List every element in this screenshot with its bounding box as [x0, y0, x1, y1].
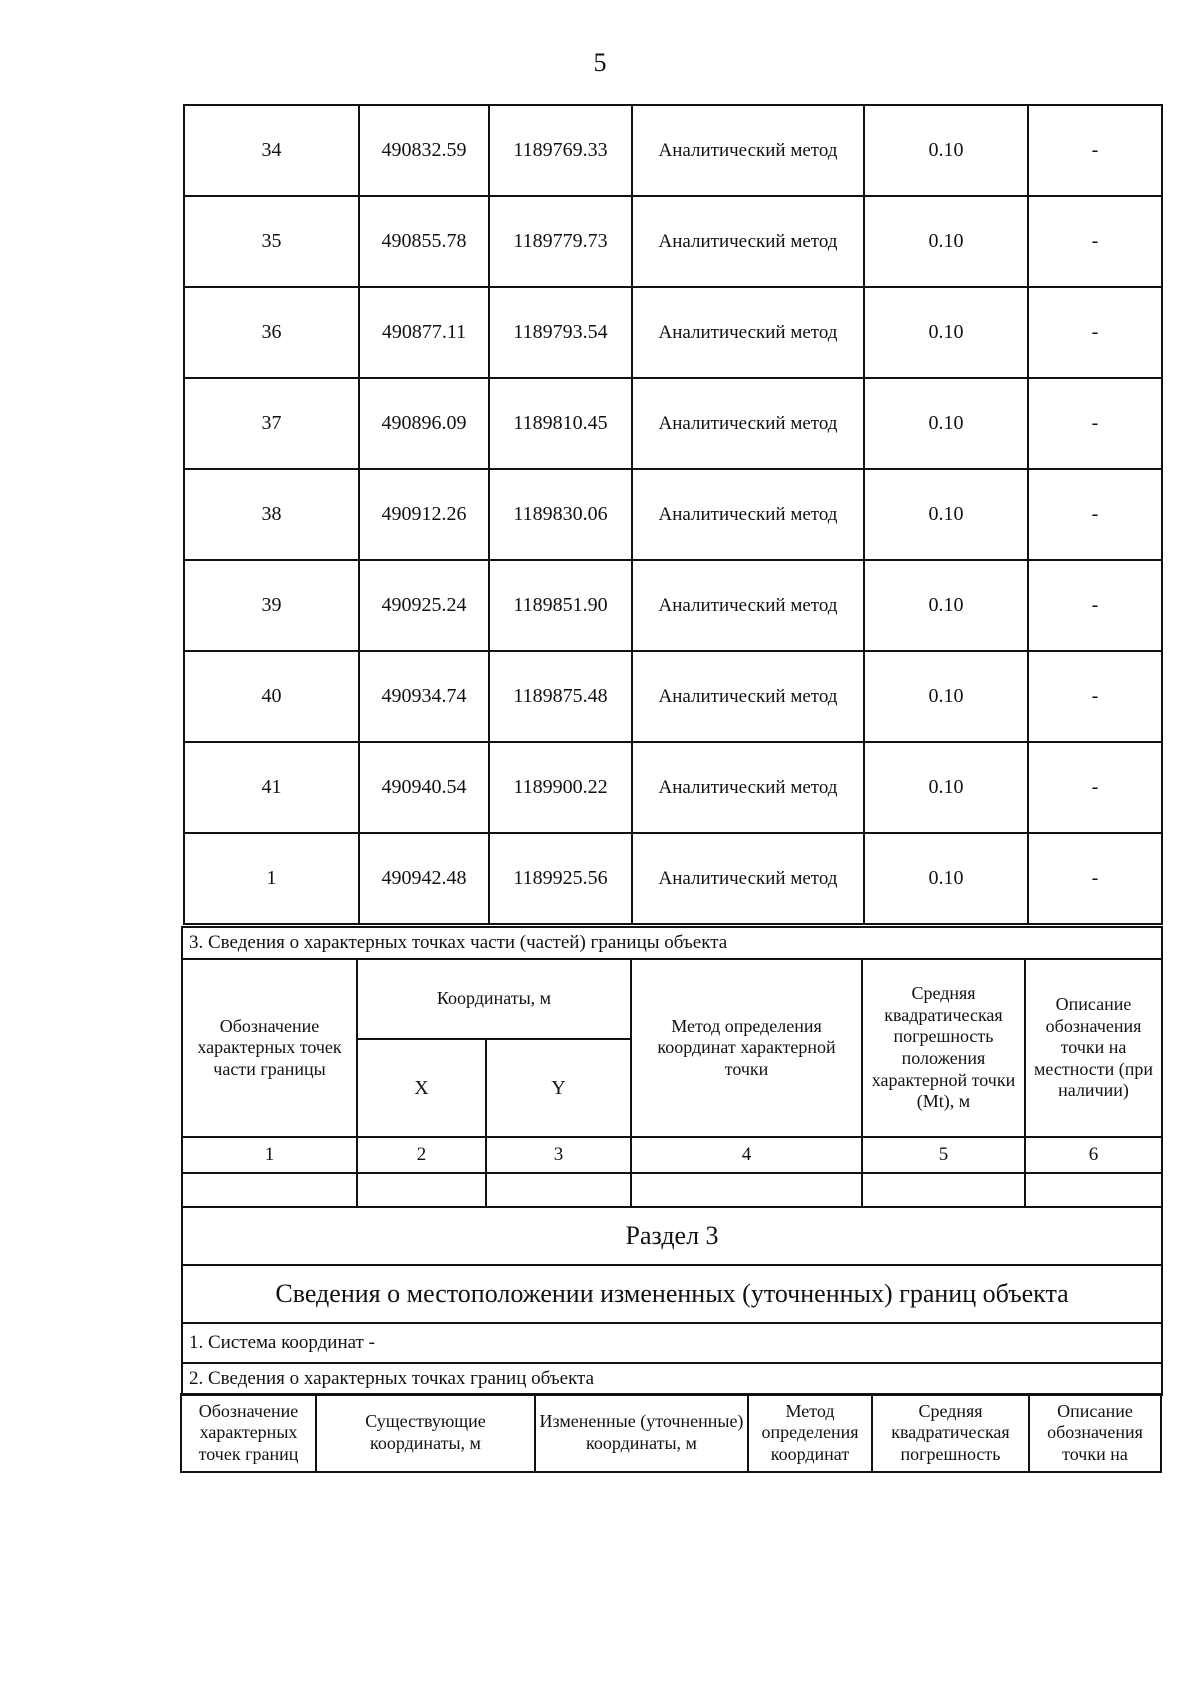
part-boundary-table — [181, 926, 1163, 1396]
point-method: Аналитический метод — [632, 287, 864, 378]
point-x: 490934.74 — [359, 651, 489, 742]
changed-header-description: Описание обозначения точки на — [1029, 1394, 1161, 1472]
point-row — [184, 196, 1162, 287]
point-description: - — [1028, 378, 1162, 469]
razdel-title: Раздел 3 — [182, 1207, 1162, 1265]
point-row — [184, 560, 1162, 651]
point-x: 490877.11 — [359, 287, 489, 378]
empty-cell — [1025, 1173, 1162, 1207]
point-row — [184, 378, 1162, 469]
empty-row — [182, 1173, 1162, 1207]
point-id: 37 — [184, 378, 359, 469]
point-error: 0.10 — [864, 560, 1028, 651]
point-y: 1189793.54 — [489, 287, 632, 378]
point-error: 0.10 — [864, 833, 1028, 924]
changed-header-existing: Существующие координаты, м — [316, 1394, 535, 1472]
point-x: 490925.24 — [359, 560, 489, 651]
point-id: 38 — [184, 469, 359, 560]
point-method: Аналитический метод — [632, 469, 864, 560]
point-y: 1189851.90 — [489, 560, 632, 651]
point-method: Аналитический метод — [632, 651, 864, 742]
point-id: 35 — [184, 196, 359, 287]
point-method: Аналитический метод — [632, 105, 864, 196]
point-x: 490832.59 — [359, 105, 489, 196]
point-description: - — [1028, 469, 1162, 560]
point-id: 34 — [184, 105, 359, 196]
razdel-subtitle: Сведения о местоположении измененных (уточненных) границ объекта — [182, 1265, 1162, 1323]
point-y: 1189875.48 — [489, 651, 632, 742]
point-error: 0.10 — [864, 469, 1028, 560]
header-designation: Обозначение характерных точек части границы — [182, 959, 357, 1137]
point-row — [184, 105, 1162, 196]
changed-boundary-header-table — [180, 1393, 1162, 1473]
point-error: 0.10 — [864, 105, 1028, 196]
coord-system-line: 1. Система координат - — [182, 1323, 1162, 1363]
point-y: 1189810.45 — [489, 378, 632, 469]
point-id: 40 — [184, 651, 359, 742]
point-method: Аналитический метод — [632, 833, 864, 924]
column-number: 2 — [357, 1137, 486, 1173]
point-row — [184, 833, 1162, 924]
header-y: Y — [486, 1039, 631, 1137]
empty-cell — [486, 1173, 631, 1207]
changed-header-method: Метод определения координат — [748, 1394, 872, 1472]
empty-cell — [631, 1173, 862, 1207]
point-y: 1189830.06 — [489, 469, 632, 560]
column-number: 3 — [486, 1137, 631, 1173]
point-y: 1189779.73 — [489, 196, 632, 287]
point-error: 0.10 — [864, 651, 1028, 742]
point-method: Аналитический метод — [632, 742, 864, 833]
header-method: Метод определения координат характерной точки — [631, 959, 862, 1137]
point-description: - — [1028, 105, 1162, 196]
points-title-line: 2. Сведения о характерных точках границ объекта — [182, 1363, 1162, 1395]
boundary-points-body — [184, 105, 1162, 924]
point-x: 490942.48 — [359, 833, 489, 924]
point-row — [184, 651, 1162, 742]
point-description: - — [1028, 287, 1162, 378]
empty-cell — [862, 1173, 1025, 1207]
column-number: 5 — [862, 1137, 1025, 1173]
point-x: 490940.54 — [359, 742, 489, 833]
point-y: 1189769.33 — [489, 105, 632, 196]
point-x: 490896.09 — [359, 378, 489, 469]
changed-header-error: Средняя квадратическая погрешность — [872, 1394, 1029, 1472]
header-coordinates: Координаты, м — [357, 959, 631, 1039]
part-section-title: 3. Сведения о характерных точках части (частей) границы объекта — [182, 927, 1162, 959]
point-method: Аналитический метод — [632, 560, 864, 651]
point-row — [184, 742, 1162, 833]
boundary-points-table — [183, 104, 1163, 925]
column-number: 6 — [1025, 1137, 1162, 1173]
point-error: 0.10 — [864, 378, 1028, 469]
point-description: - — [1028, 742, 1162, 833]
header-description: Описание обозначения точки на местности (при наличии) — [1025, 959, 1162, 1137]
changed-header-changed: Измененные (уточненные) координаты, м — [535, 1394, 748, 1472]
point-y: 1189900.22 — [489, 742, 632, 833]
header-error: Средняя квадратическая погрешность положения характерной точки (Mt), м — [862, 959, 1025, 1137]
changed-header-designation: Обозначение характерных точек границ — [181, 1394, 316, 1472]
page-number: 5 — [593, 48, 607, 77]
point-description: - — [1028, 833, 1162, 924]
point-id: 39 — [184, 560, 359, 651]
point-error: 0.10 — [864, 196, 1028, 287]
header-x: X — [357, 1039, 486, 1137]
point-id: 1 — [184, 833, 359, 924]
point-description: - — [1028, 651, 1162, 742]
point-id: 36 — [184, 287, 359, 378]
point-row — [184, 469, 1162, 560]
column-number: 4 — [631, 1137, 862, 1173]
point-error: 0.10 — [864, 287, 1028, 378]
point-method: Аналитический метод — [632, 378, 864, 469]
empty-cell — [357, 1173, 486, 1207]
point-description: - — [1028, 196, 1162, 287]
point-id: 41 — [184, 742, 359, 833]
point-description: - — [1028, 560, 1162, 651]
point-x: 490855.78 — [359, 196, 489, 287]
point-error: 0.10 — [864, 742, 1028, 833]
point-y: 1189925.56 — [489, 833, 632, 924]
empty-cell — [182, 1173, 357, 1207]
column-numbers-row — [182, 1137, 1162, 1173]
column-number: 1 — [182, 1137, 357, 1173]
point-x: 490912.26 — [359, 469, 489, 560]
point-row — [184, 287, 1162, 378]
point-method: Аналитический метод — [632, 196, 864, 287]
